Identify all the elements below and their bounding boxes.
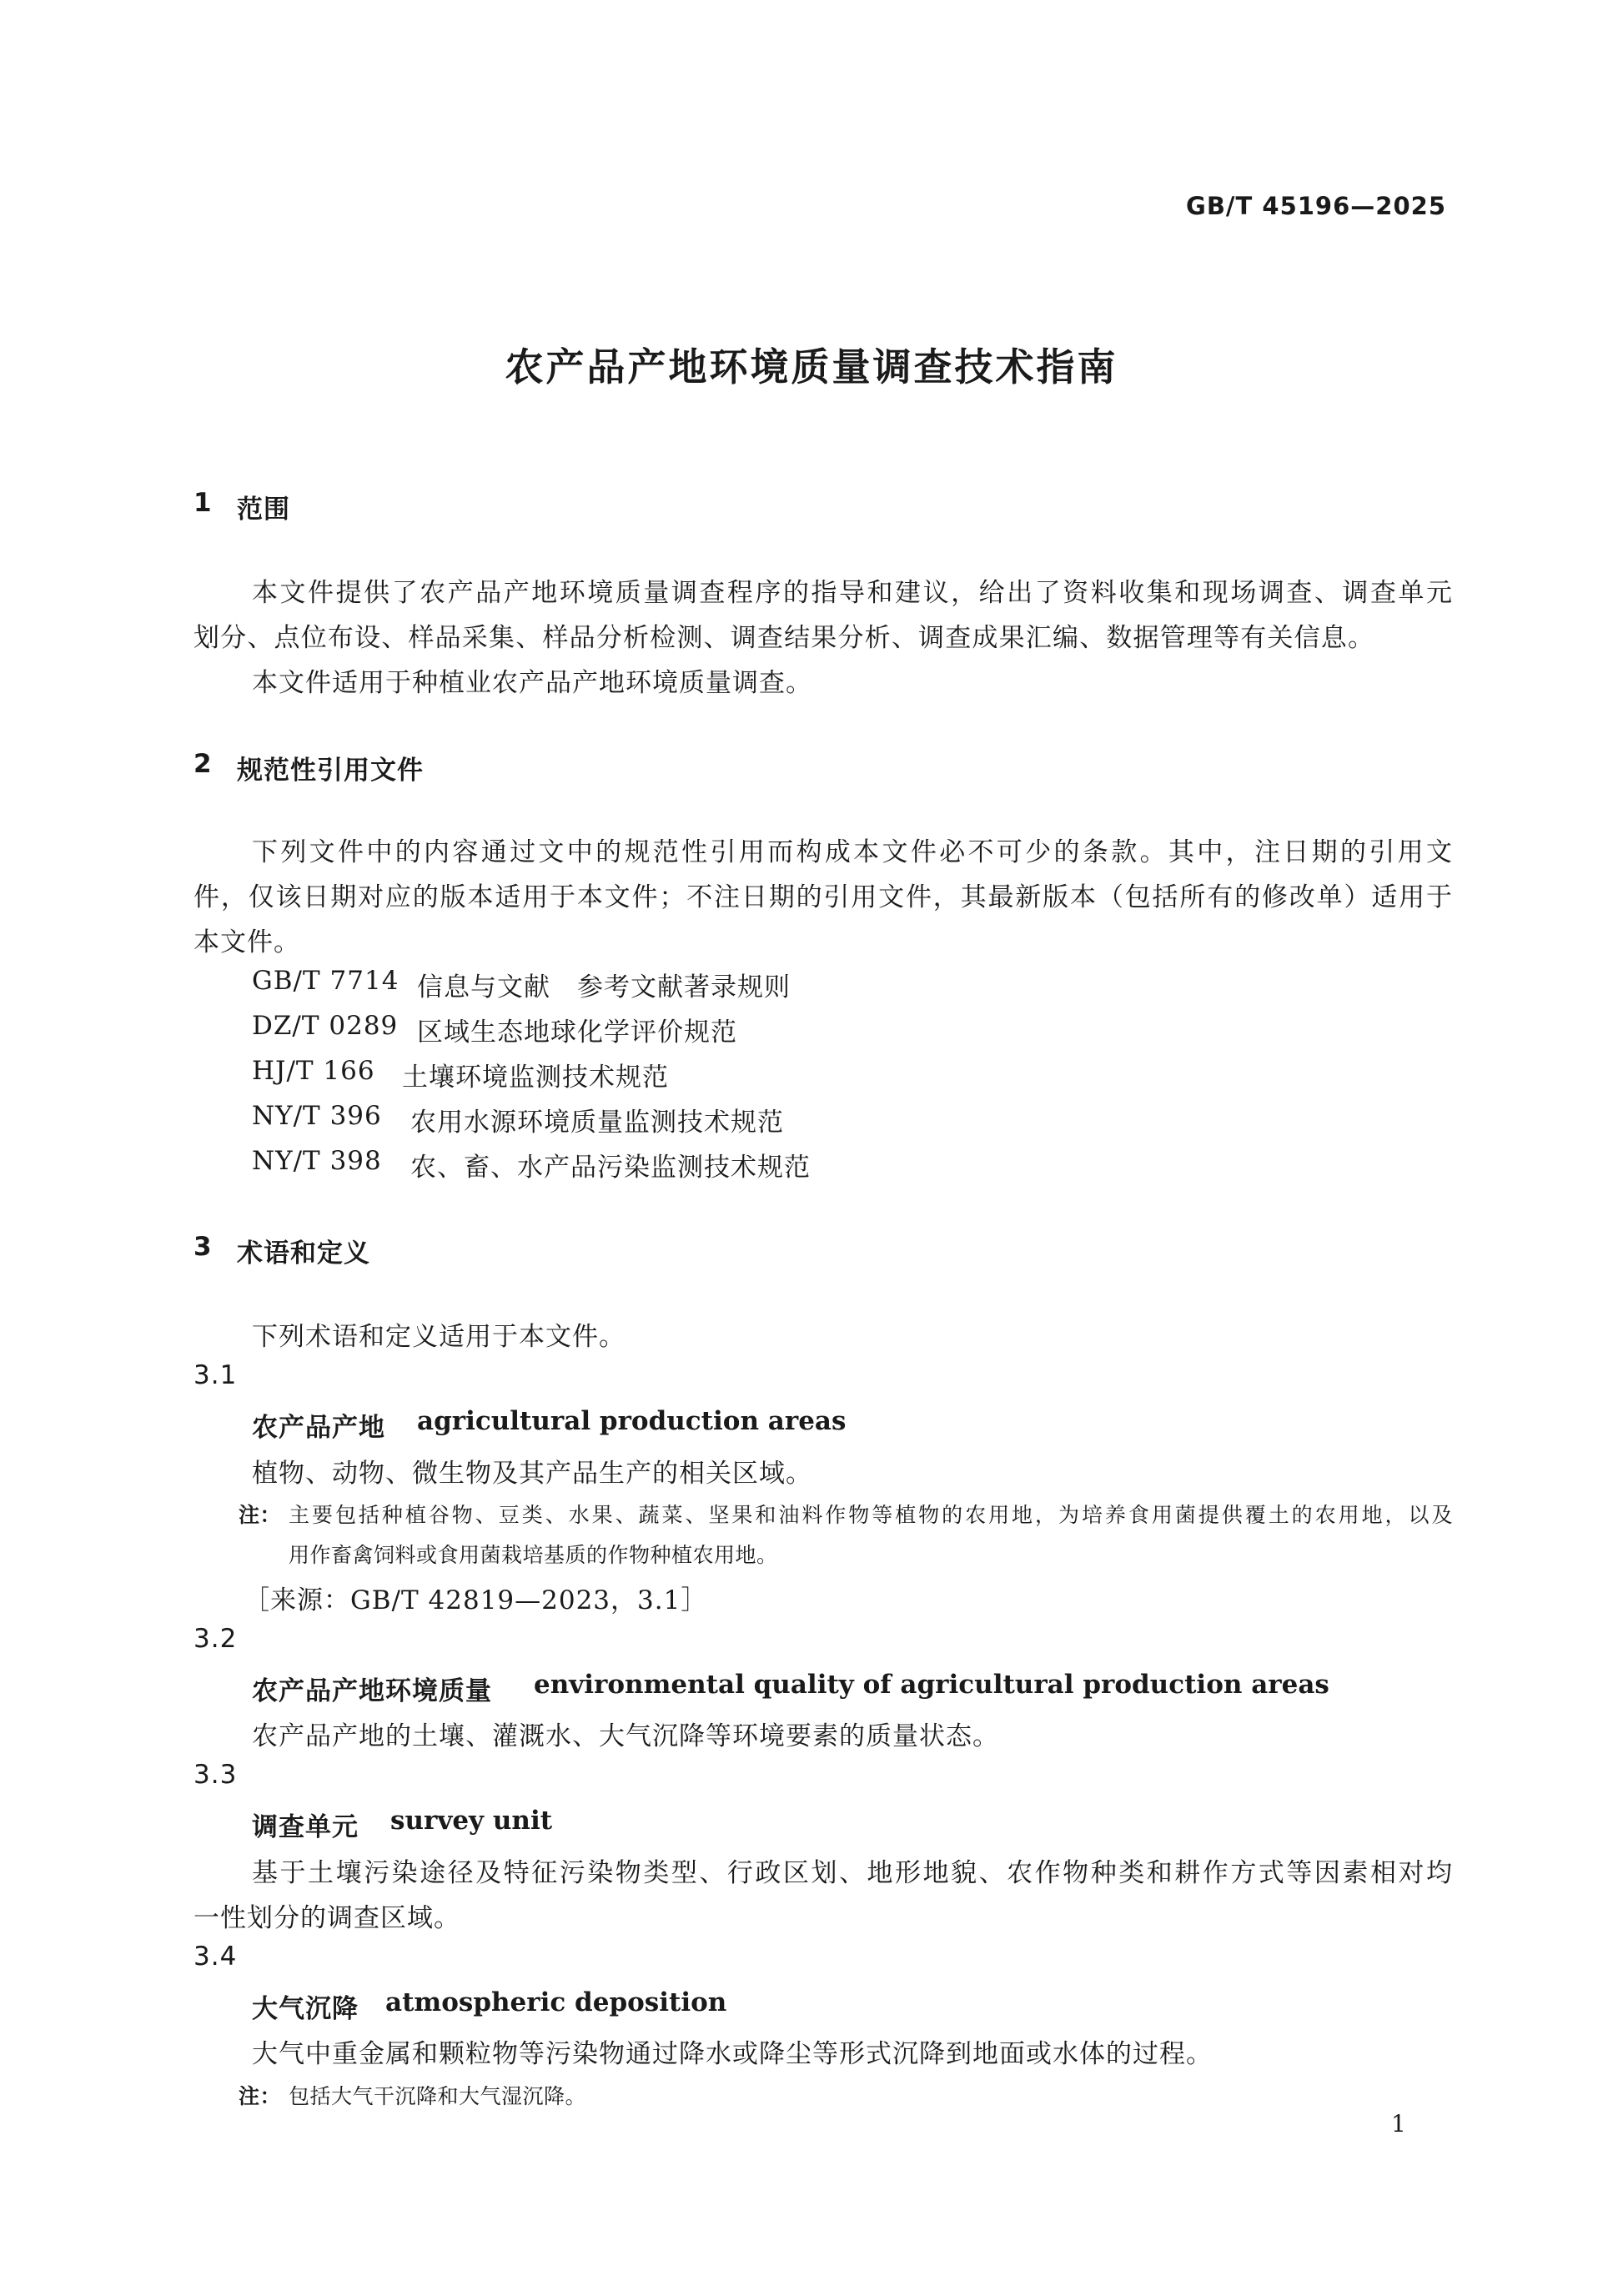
reference-title: 信息与文献 参考文献著录规则: [417, 972, 791, 1002]
term-name-zh: 大气沉降: [252, 1994, 359, 2024]
reference-code: DZ/T 0289: [252, 1011, 399, 1041]
note-text: 主要包括种植谷物、豆类、水果、蔬菜、坚果和油料作物等植物的农用地，为培养食用菌提供覆土的农用地，以及: [289, 1503, 1453, 1527]
note-label: 注：: [239, 1503, 282, 1527]
term-name-en: survey unit: [390, 1806, 553, 1836]
term-name-zh: 农产品产地: [252, 1413, 385, 1443]
section-1-paragraph-line: 本文件提供了农产品产地环境质量调查程序的指导和建议，给出了资料收集和现场调查、调查单元: [252, 578, 1453, 608]
document-number: GB/T 45196—2025: [1186, 192, 1446, 220]
term-definition-line: 基于土壤污染途径及特征污染物类型、行政区划、地形地貌、农作物种类和耕作方式等因素相对均: [252, 1858, 1453, 1888]
term-definition: 植物、动物、微生物及其产品生产的相关区域。: [252, 1459, 812, 1489]
section-2-heading: 规范性引用文件: [237, 756, 424, 786]
section-2-intro-line: 本文件。: [193, 927, 300, 957]
term-definition: 农产品产地的土壤、灌溉水、大气沉降等环境要素的质量状态。: [252, 1721, 999, 1751]
section-3-number: 3: [193, 1232, 213, 1262]
section-3-intro: 下列术语和定义适用于本文件。: [252, 1322, 626, 1352]
reference-code: HJ/T 166: [252, 1056, 375, 1086]
term-number: 3.1: [193, 1360, 238, 1390]
note-label: 注：: [239, 2084, 282, 2108]
term-name-en: agricultural production areas: [417, 1406, 847, 1436]
reference-code: NY/T 398: [252, 1146, 382, 1176]
term-number: 3.4: [193, 1942, 238, 1972]
reference-title: 农、畜、水产品污染监测技术规范: [410, 1153, 811, 1183]
term-definition: 大气中重金属和颗粒物等污染物通过降水或降尘等形式沉降到地面或水体的过程。: [252, 2039, 1213, 2069]
term-name-zh: 调查单元: [252, 1812, 359, 1842]
term-source: ［来源：GB/T 42819—2023，3.1］: [244, 1585, 708, 1615]
section-2-intro-line: 下列文件中的内容通过文中的规范性引用而构成本文件必不可少的条款。其中，注日期的引用文: [252, 837, 1453, 867]
section-1-paragraph: 本文件适用于种植业农产品产地环境质量调查。: [252, 668, 812, 698]
reference-code: GB/T 7714: [252, 966, 399, 996]
section-1-heading: 范围: [237, 495, 290, 525]
reference-title: 农用水源环境质量监测技术规范: [410, 1108, 784, 1138]
term-number: 3.3: [193, 1760, 238, 1790]
term-name-zh: 农产品产地环境质量: [252, 1676, 492, 1706]
note-text: 用作畜禽饲料或食用菌栽培基质的作物种植农用地。: [289, 1543, 778, 1567]
section-3-heading: 术语和定义: [237, 1238, 370, 1269]
page-number: 1: [1391, 2110, 1406, 2138]
reference-code: NY/T 396: [252, 1101, 382, 1131]
term-name-en: environmental quality of agricultural production areas: [534, 1670, 1329, 1700]
note-text: 包括大气干沉降和大气湿沉降。: [289, 2084, 587, 2108]
section-1-number: 1: [193, 488, 213, 518]
page-title: 农产品产地环境质量调查技术指南: [505, 344, 1118, 389]
section-1-paragraph-line: 划分、点位布设、样品采集、样品分析检测、调查结果分析、调查成果汇编、数据管理等有关信息。: [193, 623, 1374, 653]
term-definition-line: 一性划分的调查区域。: [193, 1903, 460, 1933]
section-2-number: 2: [193, 749, 213, 779]
reference-title: 区域生态地球化学评价规范: [417, 1017, 737, 1048]
section-2-intro-line: 件，仅该日期对应的版本适用于本文件；不注日期的引用文件，其最新版本（包括所有的修改单）适用于: [193, 882, 1453, 912]
reference-title: 土壤环境监测技术规范: [402, 1063, 669, 1093]
term-number: 3.2: [193, 1624, 238, 1654]
term-name-en: atmospheric deposition: [385, 1987, 727, 2017]
